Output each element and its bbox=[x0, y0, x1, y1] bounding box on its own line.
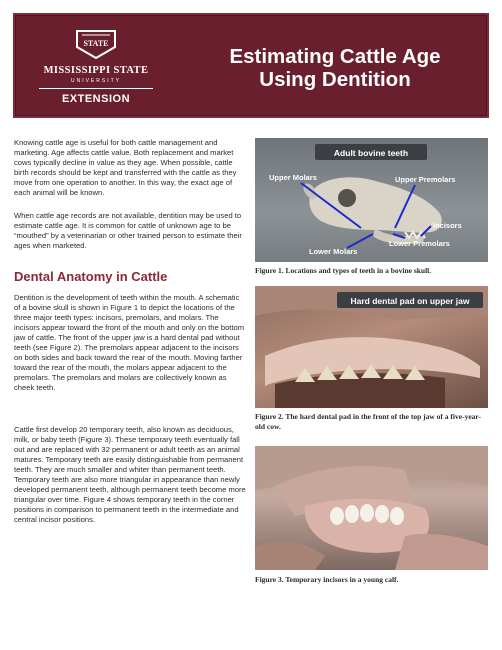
dentition-paragraph: When cattle age records are not available, dentition may be used to estimate cattle age. It is common for cattle of unknown age to be “mouthed” by a veterinarian or other trained person to estimate their ages when marketed. bbox=[14, 211, 242, 250]
logo-extension: EXTENSION bbox=[61, 93, 131, 105]
figure-1-caption: Figure 1. Locations and types of teeth in a bovine skull. bbox=[255, 266, 432, 275]
msu-shield-icon bbox=[73, 29, 119, 59]
label-upper-premolars: Upper Premolars bbox=[395, 175, 456, 184]
section-heading: Dental Anatomy in Cattle bbox=[14, 269, 168, 284]
anatomy-paragraph: Dentition is the development of teeth within the mouth. A schematic of a bovine skull is shown in Figure 1 to depict the locations of the three major teeth types: incisors, premolars, and molars. The incisors appear toward the front of the mouth and only on the bottom jaw of cattle. The front of the upper jaw is a hard dental pad without teeth (see Figure 2). The premolars appear adjacent to the incisors on both sides and back toward the rear of the mouth. Moving farther toward the rear of the mouth, the molars appear adjacent to the premolars. The premolars and molars are collectively known as cheek teeth. bbox=[14, 293, 245, 392]
figure-1-skull-image bbox=[255, 138, 488, 262]
logo-divider bbox=[39, 88, 153, 89]
figure-2-banner: Hard dental pad on upper jaw bbox=[350, 296, 470, 306]
page-title bbox=[197, 45, 473, 91]
figure-2-caption: Figure 2. The hard dental pad in the front of the top jaw of a five-year-old cow. bbox=[255, 412, 481, 431]
msu-extension-logo bbox=[21, 23, 171, 115]
logo-university-name: MISSISSIPPI STATE bbox=[43, 65, 149, 76]
label-incisors: Incisors bbox=[433, 221, 462, 230]
intro-paragraph: Knowing cattle age is useful for both cattle management and marketing. Age affects cattle value. Both replacement and market cows typically decline in value as they age. When possible, cattle birth records should be kept and transferred with the cattle as they move from one operation to another. In this way, the exact age of each animal will be known. bbox=[14, 138, 237, 197]
label-lower-molars: Lower Molars bbox=[309, 247, 358, 256]
label-upper-molars: Upper Molars bbox=[269, 173, 317, 182]
figure-2-dental-pad-image bbox=[255, 286, 488, 408]
figure-1-banner: Adult bovine teeth bbox=[333, 148, 409, 158]
svg-text:STATE: STATE bbox=[83, 39, 109, 48]
title-line-1: Estimating Cattle Age bbox=[229, 45, 441, 68]
header-banner bbox=[13, 13, 489, 118]
title-line-2: Using Dentition bbox=[259, 68, 411, 91]
figure-3-caption: Figure 3. Temporary incisors in a young calf. bbox=[255, 575, 399, 584]
logo-university-word: UNIVERSITY bbox=[70, 78, 121, 84]
label-lower-premolars: Lower Premolars bbox=[389, 239, 450, 248]
temporary-teeth-paragraph: Cattle first develop 20 temporary teeth, also known as deciduous, milk, or baby teeth (Figure 3). These temporary teeth eventually fall out and are replaced with 32 permanent or adult teeth as an animal matures. Temporary teeth are easily distinguishable from permanent teeth. They are much smaller and whiter than permanent teeth. Temporary teeth are also more triangular in appearance than newly developed permanent teeth, although permanent teeth become more triangular over time. Figure 4 shows temporary teeth in the corner positions in comparison to permanent teeth in the intermediate and central incisor positions. bbox=[14, 425, 246, 524]
figure-3-calf-incisors-image bbox=[255, 446, 488, 570]
